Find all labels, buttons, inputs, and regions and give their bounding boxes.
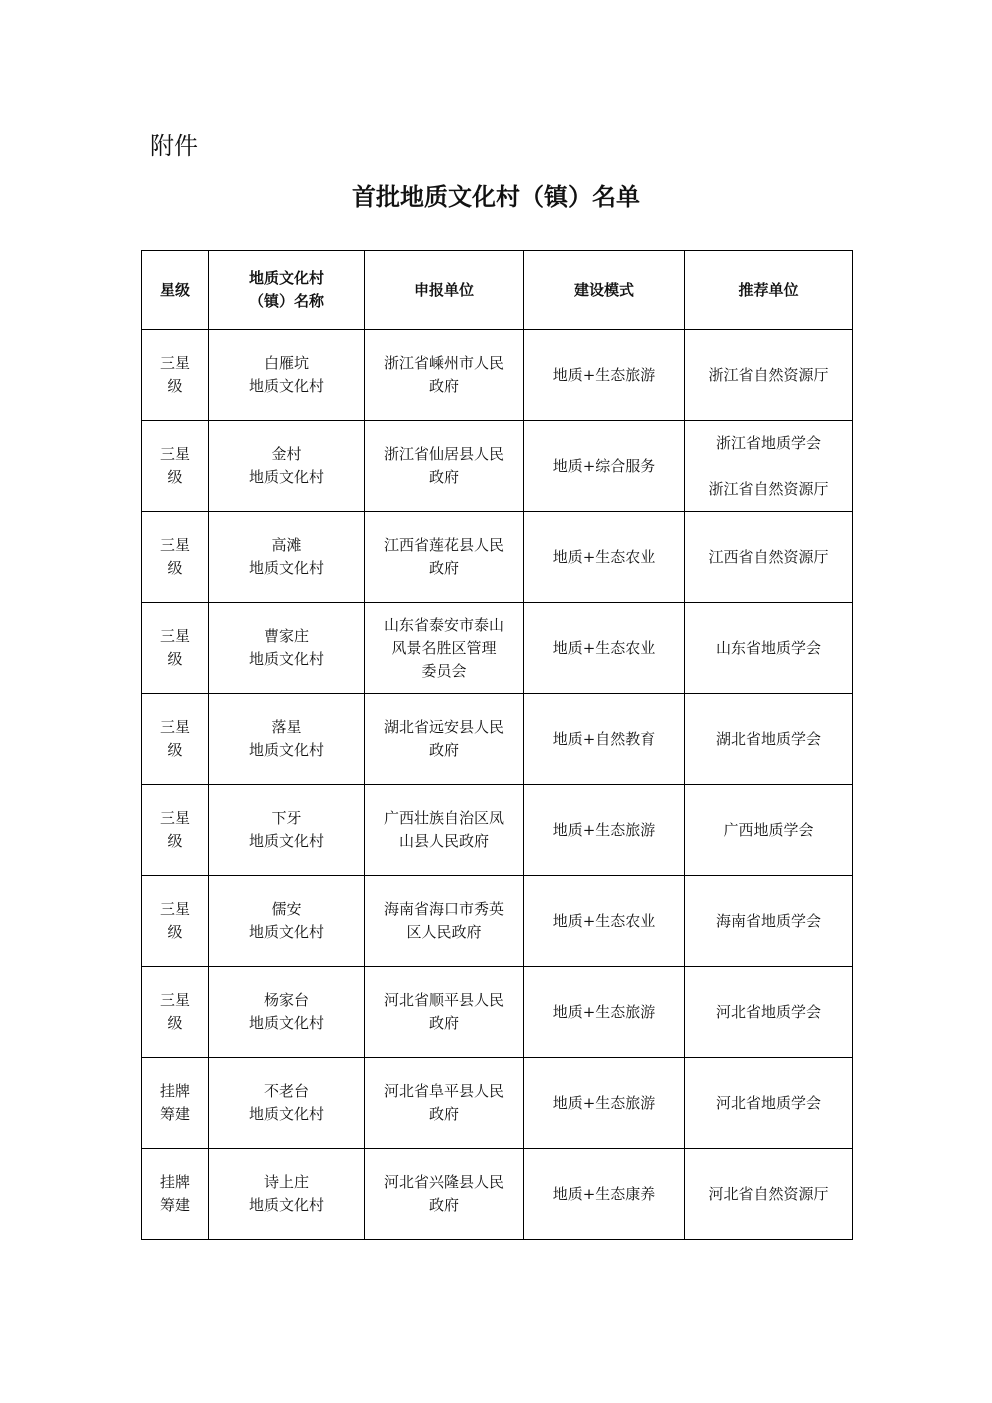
level-cell xyxy=(142,876,209,967)
village-suffix: 地质文化村 xyxy=(248,741,324,759)
level-cell xyxy=(142,421,209,512)
table-row xyxy=(142,603,853,694)
level-line2: 级 xyxy=(167,559,183,577)
level-cell xyxy=(142,785,209,876)
level-line1: 三星 xyxy=(159,991,190,1009)
recommender-line1: 海南省地质学会 xyxy=(715,911,821,930)
level-line1: 挂牌 xyxy=(159,1082,190,1100)
applicant-line1: 河北省阜平县人民 xyxy=(383,1082,504,1100)
village-suffix: 地质文化村 xyxy=(248,832,324,850)
applicant-line2: 区人民政府 xyxy=(406,923,482,941)
applicant-line2: 风景名胜区管理 xyxy=(391,638,497,657)
village-name: 金村 xyxy=(271,445,302,463)
applicant-line2: 政府 xyxy=(428,559,459,577)
level-line2: 级 xyxy=(167,832,183,850)
applicant-line1: 江西省莲花县人民 xyxy=(383,536,504,554)
header-name-line1: 地质文化村 xyxy=(248,269,324,287)
level-line1: 三星 xyxy=(159,445,190,463)
mode-cell: 地质+生态农业 xyxy=(524,603,685,694)
applicant-line3: 委员会 xyxy=(421,661,467,680)
village-name: 白雁坑 xyxy=(263,354,309,372)
applicant-cell xyxy=(365,1058,524,1149)
recommender-cell xyxy=(685,512,853,603)
level-line2: 级 xyxy=(167,741,183,759)
table-header-row xyxy=(142,251,853,330)
village-suffix: 地质文化村 xyxy=(248,923,324,941)
level-line2: 筹建 xyxy=(159,1105,190,1123)
village-name-cell xyxy=(209,694,365,785)
village-name-cell xyxy=(209,876,365,967)
level-line1: 三星 xyxy=(159,354,190,372)
village-name-cell xyxy=(209,330,365,421)
mode-cell: 地质+生态农业 xyxy=(524,512,685,603)
applicant-cell xyxy=(365,603,524,694)
applicant-cell xyxy=(365,876,524,967)
table-row xyxy=(142,876,853,967)
applicant-cell xyxy=(365,785,524,876)
level-line1: 三星 xyxy=(159,900,190,918)
table-row xyxy=(142,421,853,512)
level-line2: 级 xyxy=(167,1014,183,1032)
level-cell xyxy=(142,1058,209,1149)
recommender-line1: 江西省自然资源厅 xyxy=(708,547,829,566)
recommender-cell xyxy=(685,785,853,876)
village-suffix: 地质文化村 xyxy=(248,559,324,577)
recommender-cell xyxy=(685,967,853,1058)
table-row xyxy=(142,694,853,785)
village-name: 曹家庄 xyxy=(263,627,309,645)
table-row xyxy=(142,967,853,1058)
applicant-line1: 浙江省仙居县人民 xyxy=(383,445,504,463)
level-line1: 三星 xyxy=(159,718,190,736)
village-name-cell xyxy=(209,1058,365,1149)
recommender-cell xyxy=(685,330,853,421)
level-line2: 级 xyxy=(167,468,183,486)
recommender-line1: 浙江省自然资源厅 xyxy=(708,365,829,384)
village-name-cell xyxy=(209,785,365,876)
recommender-line1: 广西地质学会 xyxy=(723,820,814,839)
header-name-line2: （镇）名称 xyxy=(248,292,324,310)
recommender-cell xyxy=(685,1058,853,1149)
header-level: 星级 xyxy=(142,251,209,330)
recommender-cell xyxy=(685,876,853,967)
village-name: 儒安 xyxy=(271,900,302,918)
applicant-line2: 政府 xyxy=(428,741,459,759)
mode-cell: 地质+生态旅游 xyxy=(524,967,685,1058)
village-suffix: 地质文化村 xyxy=(248,377,324,395)
header-recommender: 推荐单位 xyxy=(685,251,853,330)
header-applicant: 申报单位 xyxy=(365,251,524,330)
table-row xyxy=(142,1058,853,1149)
applicant-line1: 湖北省远安县人民 xyxy=(383,718,504,736)
level-cell xyxy=(142,694,209,785)
applicant-line2: 政府 xyxy=(428,468,459,486)
level-cell xyxy=(142,512,209,603)
recommender-line1: 河北省地质学会 xyxy=(715,1002,821,1021)
mode-cell: 地质+生态旅游 xyxy=(524,330,685,421)
attachment-label: 附件 xyxy=(150,132,198,160)
applicant-line2: 政府 xyxy=(428,377,459,395)
applicant-line1: 海南省海口市秀英 xyxy=(383,900,504,918)
applicant-cell xyxy=(365,330,524,421)
applicant-line1: 广西壮族自治区凤 xyxy=(383,809,504,827)
applicant-line2: 山县人民政府 xyxy=(398,832,489,850)
village-suffix: 地质文化村 xyxy=(248,468,324,486)
level-line2: 级 xyxy=(167,377,183,395)
table-row xyxy=(142,1149,853,1240)
recommender-cell xyxy=(685,694,853,785)
village-name: 落星 xyxy=(271,718,302,736)
village-list-table xyxy=(141,250,853,1240)
table-row xyxy=(142,785,853,876)
applicant-cell xyxy=(365,1149,524,1240)
applicant-cell xyxy=(365,421,524,512)
mode-cell: 地质+综合服务 xyxy=(524,421,685,512)
village-suffix: 地质文化村 xyxy=(248,1014,324,1032)
village-suffix: 地质文化村 xyxy=(248,1196,324,1214)
village-suffix: 地质文化村 xyxy=(248,1105,324,1123)
level-line1: 三星 xyxy=(159,809,190,827)
village-name: 高滩 xyxy=(271,536,302,554)
applicant-line1: 河北省顺平县人民 xyxy=(383,991,504,1009)
village-name-cell xyxy=(209,603,365,694)
header-name xyxy=(209,251,365,330)
table-body xyxy=(142,330,853,1240)
mode-cell: 地质+生态农业 xyxy=(524,876,685,967)
recommender-cell xyxy=(685,1149,853,1240)
mode-cell: 地质+生态旅游 xyxy=(524,785,685,876)
applicant-line2: 政府 xyxy=(428,1014,459,1032)
recommender-line1: 湖北省地质学会 xyxy=(715,729,821,748)
village-name: 杨家台 xyxy=(263,991,309,1009)
village-name-cell xyxy=(209,512,365,603)
applicant-line1: 浙江省嵊州市人民 xyxy=(383,354,504,372)
level-line1: 挂牌 xyxy=(159,1173,190,1191)
recommender-line1: 河北省自然资源厅 xyxy=(708,1184,829,1203)
mode-cell: 地质+生态旅游 xyxy=(524,1058,685,1149)
applicant-cell xyxy=(365,967,524,1058)
applicant-line1: 河北省兴隆县人民 xyxy=(383,1173,504,1191)
village-suffix: 地质文化村 xyxy=(248,650,324,668)
village-name: 诗上庄 xyxy=(263,1173,309,1191)
recommender-line1: 河北省地质学会 xyxy=(715,1093,821,1112)
level-line1: 三星 xyxy=(159,536,190,554)
recommender-cell xyxy=(685,421,853,512)
applicant-line1: 山东省泰安市泰山 xyxy=(383,615,504,634)
header-mode: 建设模式 xyxy=(524,251,685,330)
level-line2: 级 xyxy=(167,650,183,668)
recommender-line1: 浙江省地质学会 xyxy=(715,433,821,452)
level-line1: 三星 xyxy=(159,627,190,645)
applicant-line2: 政府 xyxy=(428,1105,459,1123)
document-title: 首批地质文化村（镇）名单 xyxy=(352,183,640,211)
mode-cell: 地质+生态康养 xyxy=(524,1149,685,1240)
village-name: 下牙 xyxy=(271,809,302,827)
table-row xyxy=(142,512,853,603)
village-name: 不老台 xyxy=(263,1082,309,1100)
level-cell xyxy=(142,1149,209,1240)
applicant-line2: 政府 xyxy=(428,1196,459,1214)
recommender-line2: 浙江省自然资源厅 xyxy=(708,479,829,498)
table-row xyxy=(142,330,853,421)
mode-cell: 地质+自然教育 xyxy=(524,694,685,785)
applicant-cell xyxy=(365,694,524,785)
level-line2: 级 xyxy=(167,923,183,941)
level-line2: 筹建 xyxy=(159,1196,190,1214)
level-cell xyxy=(142,967,209,1058)
level-cell xyxy=(142,603,209,694)
recommender-line1: 山东省地质学会 xyxy=(715,638,821,657)
recommender-cell xyxy=(685,603,853,694)
level-cell xyxy=(142,330,209,421)
village-name-cell xyxy=(209,421,365,512)
village-name-cell xyxy=(209,1149,365,1240)
village-name-cell xyxy=(209,967,365,1058)
applicant-cell xyxy=(365,512,524,603)
